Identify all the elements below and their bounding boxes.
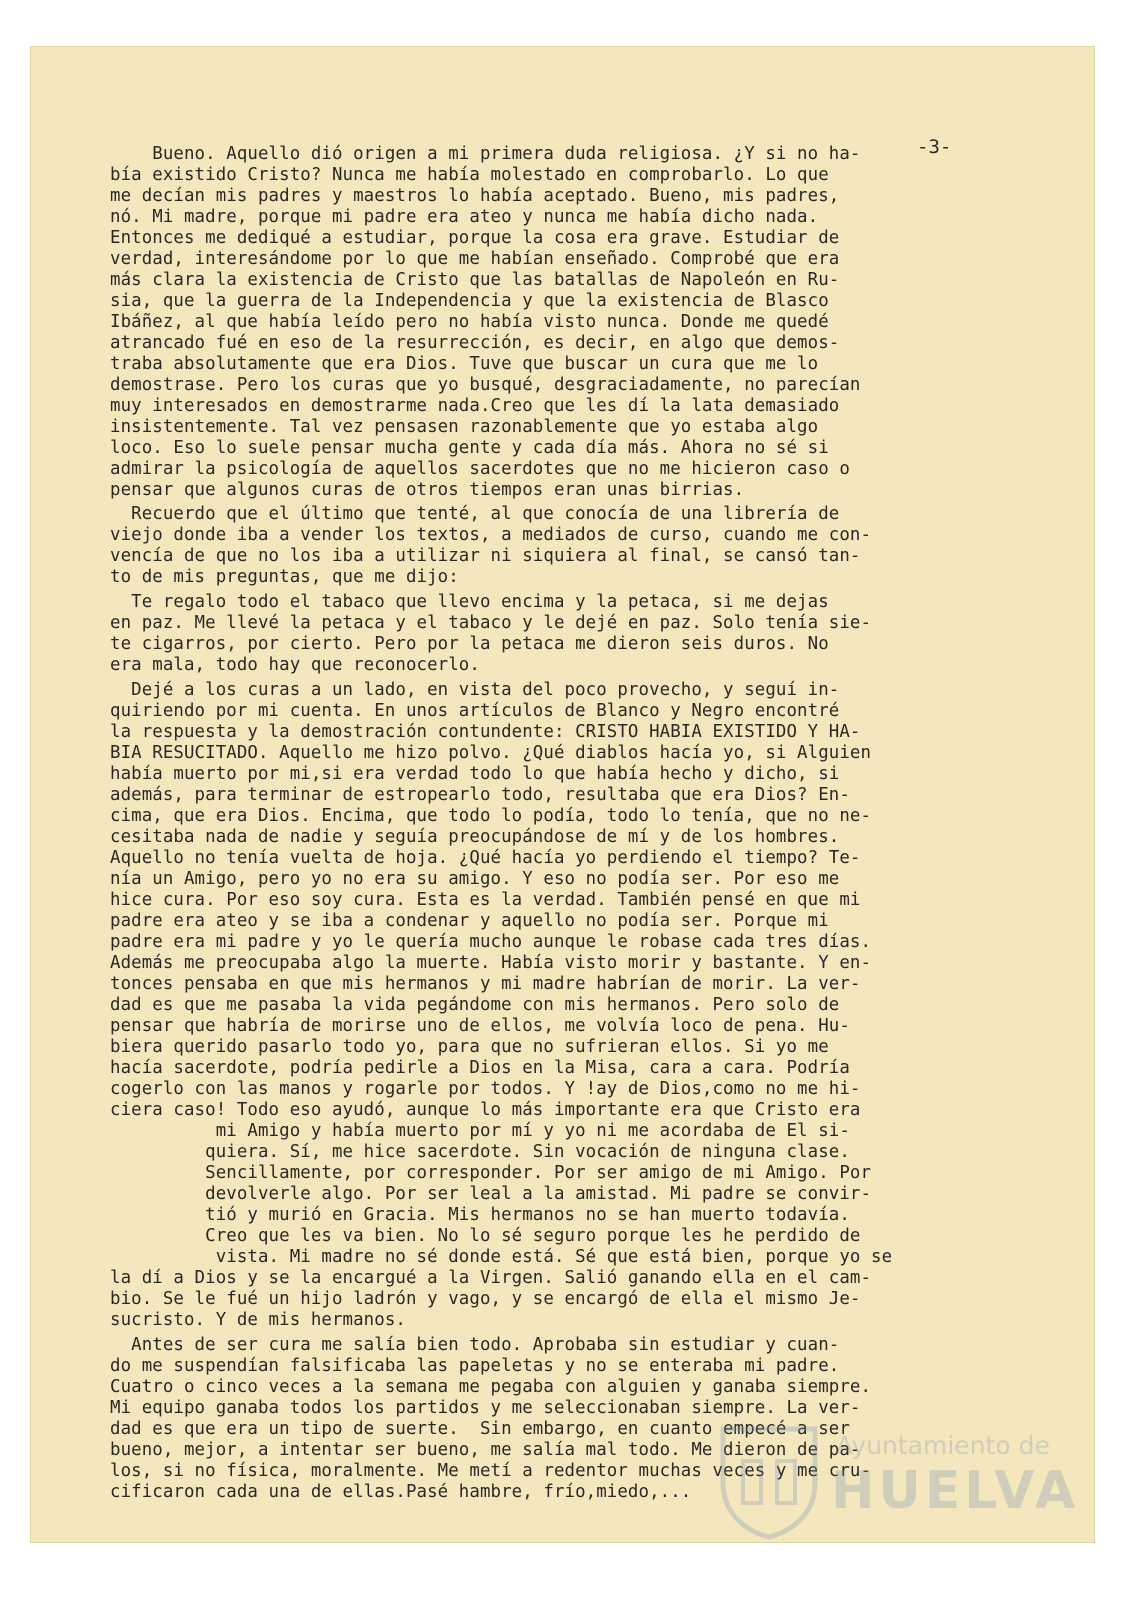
text-line: pensar que algunos curas de otros tiempos eran unas birrias. xyxy=(110,480,745,500)
text-line: devolverle algo. Por ser leal a la amistad. Mi padre se convir- xyxy=(110,1184,872,1204)
text-line: verdad, interesándome por lo que me habían enseñado. Comprobé que era xyxy=(110,249,840,269)
text-line: traba absolutamente que era Dios. Tuve que buscar un cura que me lo xyxy=(110,354,819,374)
text-line: biera querido pasarlo todo yo, para que no sufrieran ellos. Si yo me xyxy=(110,1037,829,1057)
text-line: tió y murió en Gracia. Mis hermanos no se han muerto todavía. xyxy=(110,1205,850,1225)
text-line: dad es que me pasaba la vida pegándome con mis hermanos. Pero solo de xyxy=(110,995,840,1015)
text-line: Mi equipo ganaba todos los partidos y me seleccionaban siempre. La ver- xyxy=(110,1398,861,1418)
text-line: BIA RESUCITADO. Aquello me hizo polvo. ¿Qué diablos hacía yo, si Alguien xyxy=(110,743,872,763)
text-line: Bueno. Aquello dió origen a mi primera duda religiosa. ¿Y si no ha- xyxy=(110,144,861,164)
text-line: insistentemente. Tal vez pensasen razonablemente que yo estaba algo xyxy=(110,417,819,437)
text-line: bía existido Cristo? Nunca me había molestado en comprobarlo. Lo que xyxy=(110,165,829,185)
text-line: padre era ateo y se iba a condenar y aquello no podía ser. Porque mi xyxy=(110,911,829,931)
text-line: Ibáñez, al que había leído pero no había visto nunca. Donde me quedé xyxy=(110,312,829,332)
text-line: hacía sacerdote, podría pedirle a Dios en la Misa, cara a cara. Podría xyxy=(110,1058,850,1078)
text-line: cogerlo con las manos y rogarle por todos. Y !ay de Dios,como no me hi- xyxy=(110,1079,861,1099)
text-line: sucristo. Y de mis hermanos. xyxy=(110,1310,406,1330)
text-line: atrancado fué en eso de la resurrección, es decir, en algo que demos- xyxy=(110,333,840,353)
text-line: vencía de que no los iba a utilizar ni siquiera al final, se cansó tan- xyxy=(110,546,861,566)
text-line: mi Amigo y había muerto por mí y yo ni me acordaba de El si- xyxy=(110,1121,850,1141)
page-number: -3- xyxy=(917,136,952,158)
text-line: pensar que habría de morirse uno de ellos, me volvía loco de pena. Hu- xyxy=(110,1016,850,1036)
text-line: la dí a Dios y se la encargué a la Virgen. Salió ganando ella en el cam- xyxy=(110,1268,872,1288)
text-line: Aquello no tenía vuelta de hoja. ¿Qué hacía yo perdiendo el tiempo? Te- xyxy=(110,848,861,868)
text-line: Antes de ser cura me salía bien todo. Aprobaba sin estudiar y cuan- xyxy=(110,1335,840,1355)
text-line: do me suspendían falsificaba las papeletas y no se enteraba mi padre. xyxy=(110,1356,840,1376)
text-line: además, para terminar de estropearlo todo, resultaba que era Dios? En- xyxy=(110,785,850,805)
text-line: en paz. Me llevé la petaca y el tabaco y le dejé en paz. Solo tenía sie- xyxy=(110,613,872,633)
text-line: hice cura. Por eso soy cura. Esta es la verdad. También pensé en que mi xyxy=(110,890,861,910)
text-line: loco. Eso lo suele pensar mucha gente y cada día más. Ahora no sé si xyxy=(110,438,829,458)
text-line: tonces pensaba en que mis hermanos y mi madre habrían de morir. La ver- xyxy=(110,974,861,994)
text-line: nía un Amigo, pero yo no era su amigo. Y eso no podía ser. Por eso me xyxy=(110,869,840,889)
text-line: quiera. Sí, me hice sacerdote. Sin vocación de ninguna clase. xyxy=(110,1142,850,1162)
text-line: Te regalo todo el tabaco que llevo encima y la petaca, si me dejas xyxy=(110,592,829,612)
shield-icon xyxy=(715,1421,825,1541)
text-line: la respuesta y la demostración contundente: CRISTO HABIA EXISTIDO Y HA- xyxy=(110,722,861,742)
text-line: demostrase. Pero los curas que yo busqué, desgraciadamente, no parecían xyxy=(110,375,861,395)
text-line: Además me preocupaba algo la muerte. Había visto morir y bastante. Y en- xyxy=(110,953,872,973)
text-line: Recuerdo que el último que tenté, al que conocía de una librería de xyxy=(110,504,840,524)
text-line: Cuatro o cinco veces a la semana me pegaba con alguien y ganaba siempre. xyxy=(110,1377,872,1397)
watermark-logo xyxy=(715,1421,1080,1541)
text-line: cificaron cada una de ellas.Pasé hambre, frío,miedo,... xyxy=(110,1482,692,1502)
text-line: te cigarros, por cierto. Pero por la petaca me dieron seis duros. No xyxy=(110,634,829,654)
text-line: quiriendo por mi cuenta. En unos artículos de Blanco y Negro encontré xyxy=(110,701,840,721)
text-line: me decían mis padres y maestros lo había aceptado. Bueno, mis padres, xyxy=(110,186,840,206)
text-line: vista. Mi madre no sé donde está. Sé que está bien, porque yo se xyxy=(110,1247,893,1267)
text-line: dad es que era un tipo de suerte. Sin embargo, en cuanto empecé a ser xyxy=(110,1419,850,1439)
text-line: viejo donde iba a vender los textos, a mediados de curso, cuando me con- xyxy=(110,525,872,545)
text-line: Sencillamente, por corresponder. Por ser amigo de mi Amigo. Por xyxy=(110,1163,872,1183)
text-line: había muerto por mi,si era verdad todo lo que había hecho y dicho, si xyxy=(110,764,840,784)
text-line: muy interesados en demostrarme nada.Creo que les dí la lata demasiado xyxy=(110,396,840,416)
text-line: bueno, mejor, a intentar ser bueno, me salía mal todo. Me dieron de pa- xyxy=(110,1440,861,1460)
text-line: admirar la psicología de aquellos sacerdotes que no me hicieron caso o xyxy=(110,459,850,479)
text-line: Dejé a los curas a un lado, en vista del poco provecho, y seguí in- xyxy=(110,680,840,700)
text-line: los, si no física, moralmente. Me metí a redentor muchas veces y me cru- xyxy=(110,1461,872,1481)
text-line: más clara la existencia de Cristo que las batallas de Napoleón en Ru- xyxy=(110,270,840,290)
text-line: sia, que la guerra de la Independencia y que la existencia de Blasco xyxy=(110,291,829,311)
text-line: padre era mi padre y yo le quería mucho aunque le robase cada tres días. xyxy=(110,932,872,952)
text-line: to de mis preguntas, que me dijo: xyxy=(110,567,459,587)
text-line: nó. Mi madre, porque mi padre era ateo y nunca me había dicho nada. xyxy=(110,207,819,227)
text-line: era mala, todo hay que reconocerlo. xyxy=(110,655,480,675)
watermark-line-1: Ayuntamiento de xyxy=(836,1431,1050,1460)
text-line: cima, que era Dios. Encima, que todo lo podía, todo lo tenía, que no ne- xyxy=(110,806,872,826)
text-line: ciera caso! Todo eso ayudó, aunque lo más importante era que Cristo era xyxy=(110,1100,861,1120)
watermark-line-2: HUELVA xyxy=(831,1461,1080,1521)
text-line: Creo que les va bien. No lo sé seguro porque les he perdido de xyxy=(110,1226,861,1246)
text-line: Entonces me dediqué a estudiar, porque la cosa era grave. Estudiar de xyxy=(110,228,840,248)
text-line: bio. Se le fué un hijo ladrón y vago, y se encargó de ella el mismo Je- xyxy=(110,1289,861,1309)
text-line: cesitaba nada de nadie y seguía preocupándose de mí y de los hombres. xyxy=(110,827,840,847)
